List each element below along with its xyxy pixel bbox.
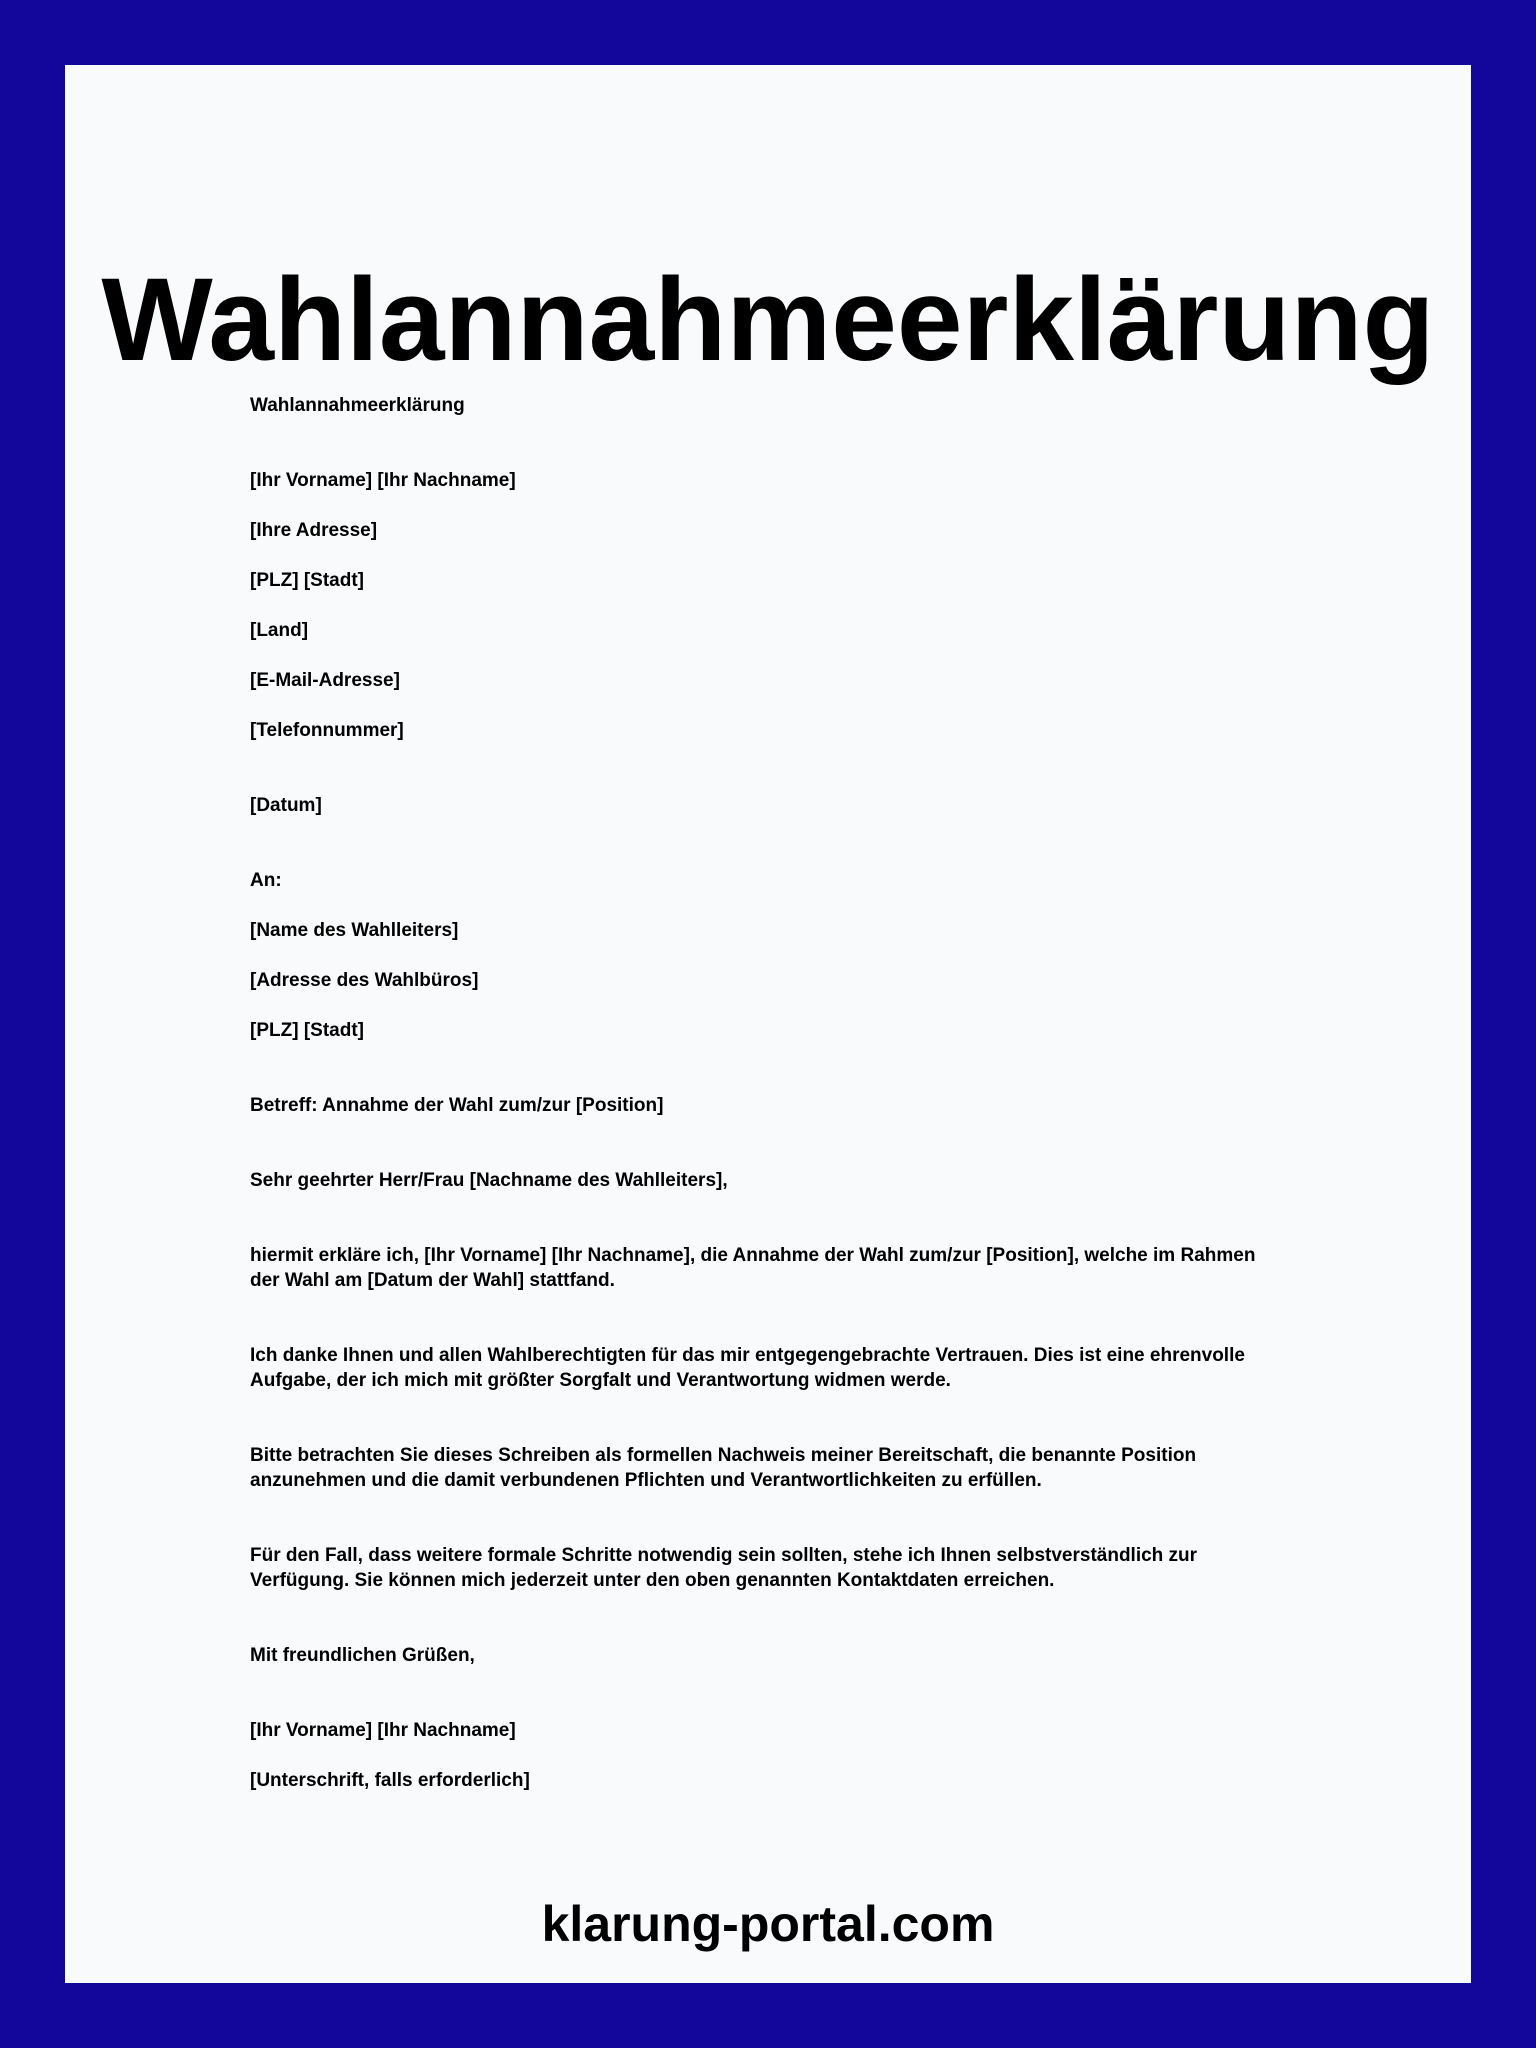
sender-address: [Ihre Adresse] — [250, 520, 378, 541]
signature-note: [Unterschrift, falls erforderlich] — [250, 1770, 530, 1791]
recipient-postal-city: [PLZ] [Stadt] — [250, 1020, 364, 1041]
sender-postal-city: [PLZ] [Stadt] — [250, 570, 364, 591]
letter-heading: Wahlannahmeerklärung — [250, 395, 465, 416]
recipient-name: [Name des Wahlleiters] — [250, 920, 459, 941]
paragraph-2: Ich danke Ihnen und allen Wahlberechtigten für das mir entgegengebrachte Vertrauen. Dies ist eine ehrenvolle Aufgabe, der ich mich mit größter Sorgfalt und Verantwortung widmen werde. — [250, 1345, 1250, 1391]
recipient-address: [Adresse des Wahlbüros] — [250, 970, 479, 991]
sender-name: [Ihr Vorname] [Ihr Nachname] — [250, 470, 516, 491]
letter-content — [250, 393, 1280, 1793]
footer-site: klarung-portal.com — [541, 1896, 995, 1952]
recipient-label: An: — [250, 870, 282, 891]
signature-name: [Ihr Vorname] [Ihr Nachname] — [250, 1720, 516, 1741]
sender-phone: [Telefonnummer] — [250, 720, 404, 741]
paragraph-4: Für den Fall, dass weitere formale Schritte notwendig sein sollten, stehe ich Ihnen selbstverständlich zur Verfügung. Sie können mich jederzeit unter den oben genannten Kontaktdaten erreichen. — [250, 1545, 1203, 1591]
letter-closing: Mit freundlichen Grüßen, — [250, 1645, 475, 1666]
letter-salutation: Sehr geehrter Herr/Frau [Nachname des Wahlleiters], — [250, 1170, 728, 1191]
paragraph-1: hiermit erkläre ich, [Ihr Vorname] [Ihr Nachname], die Annahme der Wahl zum/zur [Position], welche im Rahmen der Wahl am [Datum der Wahl] stattfand. — [250, 1245, 1261, 1291]
page-title: Wahlannahmeerklärung — [101, 254, 1435, 386]
sender-email: [E-Mail-Adresse] — [250, 670, 400, 691]
paragraph-3: Bitte betrachten Sie dieses Schreiben als formellen Nachweis meiner Bereitschaft, die benannte Position anzunehmen und die damit verbundenen Pflichten und Verantwortlichkeiten zu erfüllen. — [250, 1445, 1202, 1491]
letter-date: [Datum] — [250, 795, 322, 816]
document-page — [65, 65, 1471, 1983]
letter-subject: Betreff: Annahme der Wahl zum/zur [Position] — [250, 1095, 664, 1116]
sender-country: [Land] — [250, 620, 309, 641]
